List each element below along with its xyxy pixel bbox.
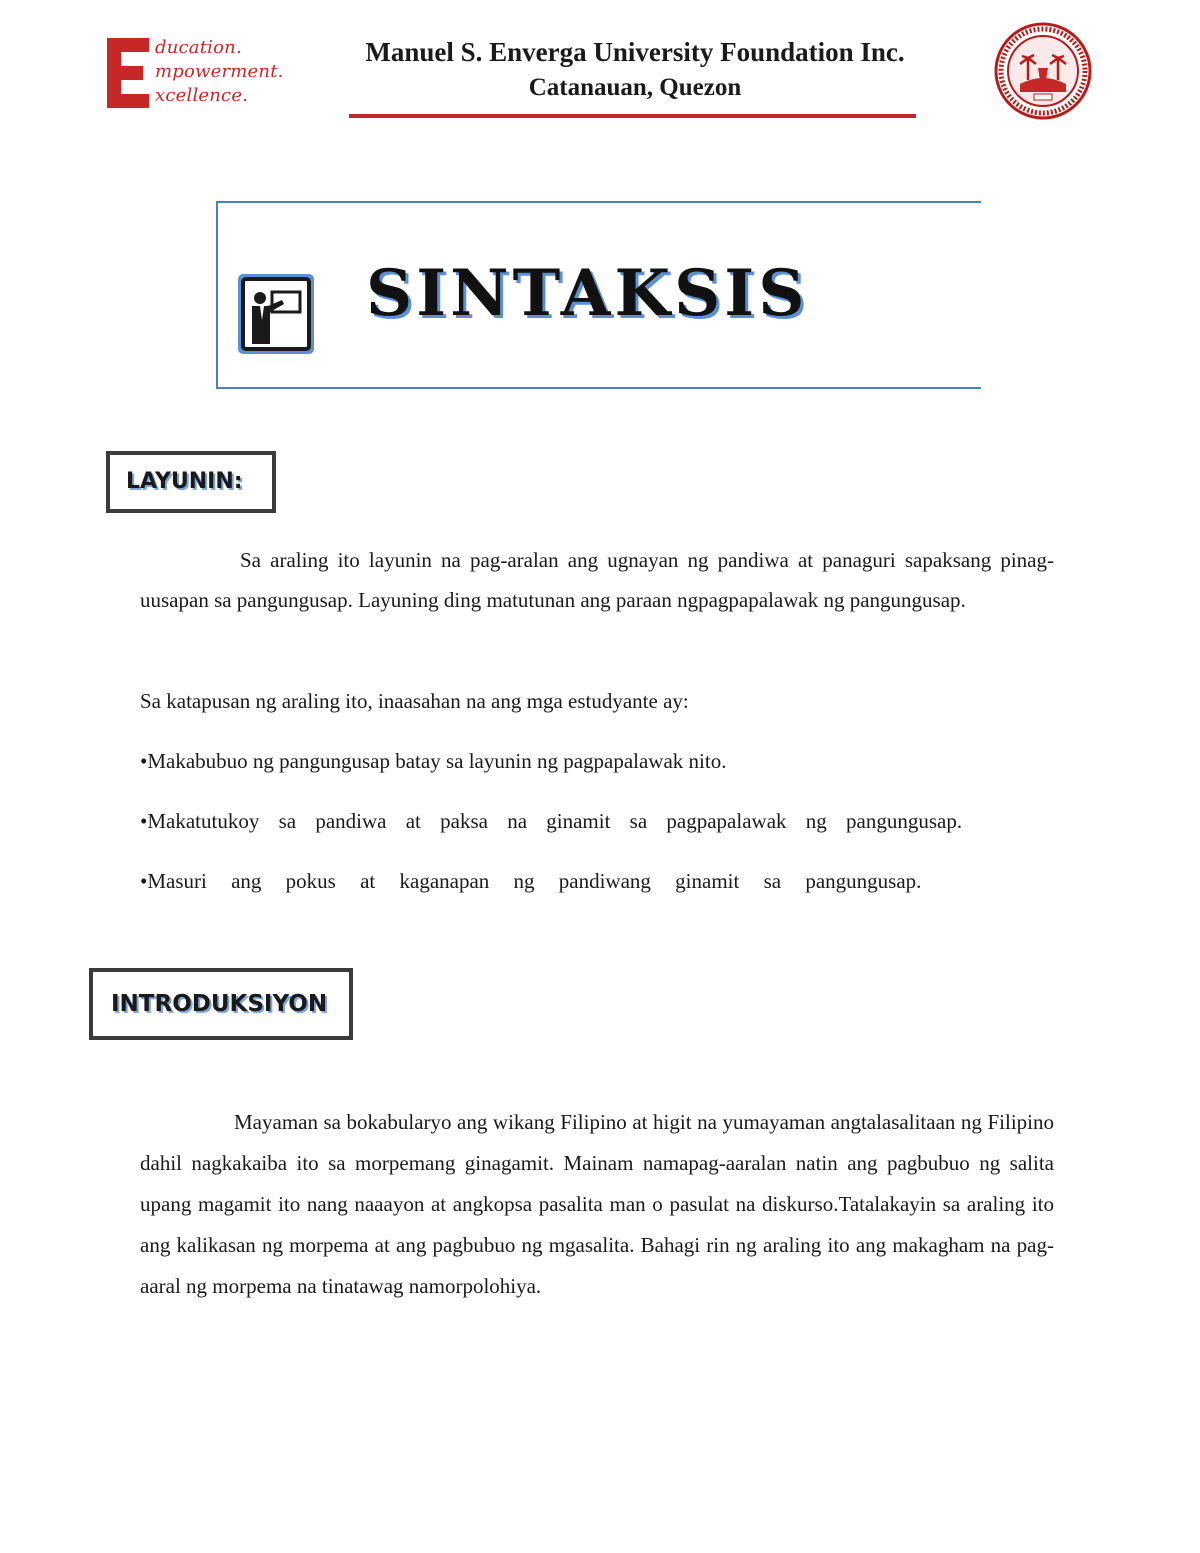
list-item: •Makatutukoy sa pandiwa at paksa na ginamit sa pagpapalawak ng pangungusap. [140, 809, 963, 833]
layunin-paragraph: Sa araling ito layunin na pag-aralan ang ugnayan ng pandiwa at panaguri sapaksang pinag-uusapan sa pangungusap. Layuning ding matutunan ang paraan ngpagpapalawak ng pangungusap. [140, 548, 1054, 612]
university-seal-icon [990, 22, 1096, 120]
school-name: Manuel S. Enverga University Foundation Inc. [365, 37, 905, 67]
page-title: SINTAKSIS [366, 256, 809, 331]
school-location: Catanauan, Quezon [528, 74, 742, 101]
list-item: •Makabubuo ng pangungusap batay sa layunin ng pagpapalawak nito. [140, 749, 727, 773]
section-label-introduksiyon: INTRODUKSIYON [89, 968, 353, 1040]
header-divider [349, 114, 916, 118]
svg-text:E: E [105, 36, 106, 37]
motto-education: ducation. [155, 37, 242, 58]
teacher-presentation-icon [236, 272, 316, 356]
eee-logo [105, 36, 284, 116]
list-item: •Masuri ang pokus at kaganapan ng pandiwang ginamit sa pangungusap. [140, 869, 922, 893]
letter-e-logo-icon [105, 36, 151, 110]
layunin-intro-line: Sa katapusan ng araling ito, inaasahan na ang mga estudyante ay: [140, 689, 689, 713]
introduksiyon-paragraph: Mayaman sa bokabularyo ang wikang Filipino at higit na yumayaman angtalasalitaan ng Filipino dahil nagkakaiba ito sa morpemang ginagamit. Mainam namapag-aaralan natin ang pagbubuo ng salita upang magamit ito nang naaayon at angkopsa pasalita man o pasulat na diskurso.Tatalakayin sa araling ito ang kalikasan ng morpema at ang pagbubuo ng mgasalita. Bahagi rin ng araling ito ang makagham na pag-aaral ng morpema na tinatawag namorpolohiya. [140, 1110, 1054, 1298]
motto-empowerment: mpowerment. [155, 61, 284, 82]
section-label-layunin: LAYUNIN: [106, 451, 276, 513]
motto-excellence: xcellence. [155, 85, 249, 106]
